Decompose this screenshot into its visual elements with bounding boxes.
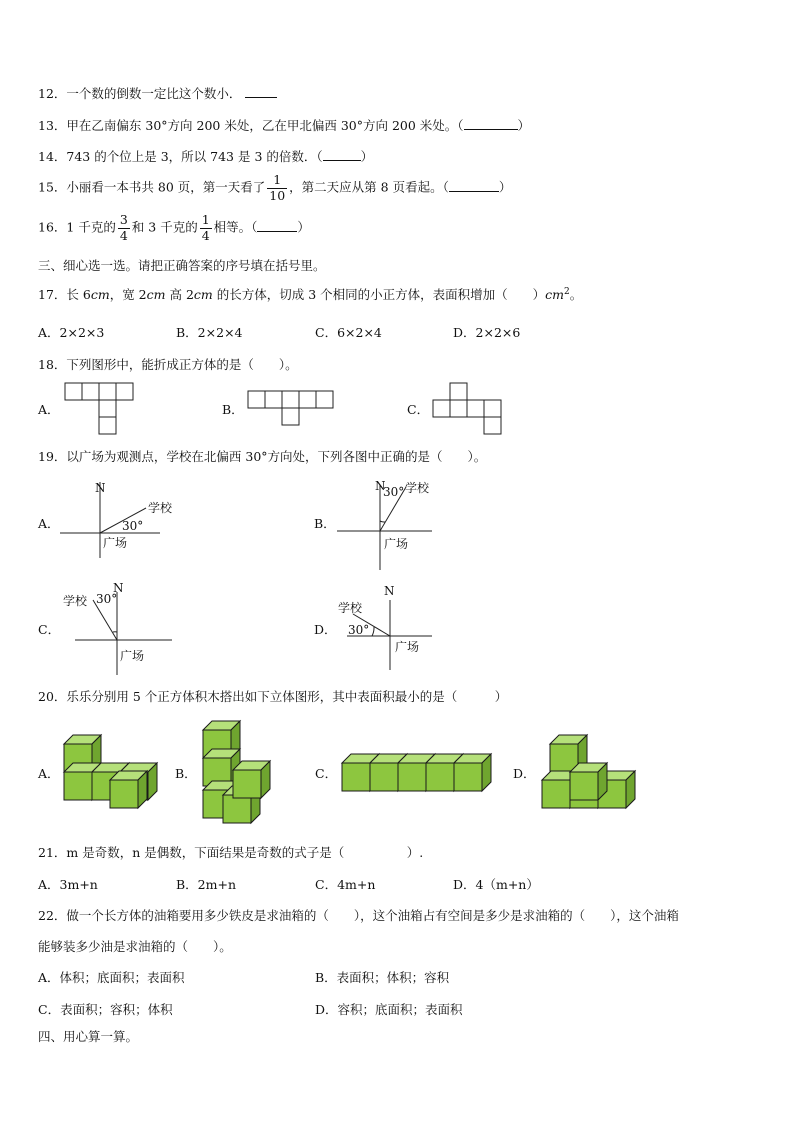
question-text: 小丽看一本书共 80 页，第一天看了 xyxy=(66,179,266,195)
cube-front-face xyxy=(542,780,570,808)
question-number: 17． xyxy=(38,287,67,302)
question-21 xyxy=(38,843,423,861)
question-text-mid: 和 3 千克的 xyxy=(131,219,198,235)
option-a-label[interactable]: A． xyxy=(38,516,60,531)
north-label: N xyxy=(113,581,124,595)
option-a-label[interactable]: A． xyxy=(38,766,60,781)
question-22 xyxy=(38,906,679,924)
question-text: 乐乐分别用 5 个正方体积木搭出如下立体图形，其中表面积最小的是（ ） xyxy=(66,689,508,704)
option-c[interactable]: C．4m+n xyxy=(315,877,376,892)
question-text-cont: 的长方体，切成 3 个相同的小正方体，表面积增加（ ） xyxy=(212,287,546,302)
fraction-numerator: 1 xyxy=(201,212,210,227)
fraction-denominator: 4 xyxy=(201,227,210,243)
option-c-label[interactable]: C． xyxy=(315,766,338,781)
question-text: 743 的个位上是 3，所以 743 是 3 的倍数．（ xyxy=(66,149,323,164)
superscript: 2 xyxy=(564,286,570,297)
cube-front-face xyxy=(398,763,426,791)
option-a[interactable]: A．3m+n xyxy=(38,877,98,892)
question-number: 15． xyxy=(38,179,67,195)
fraction-denominator: 4 xyxy=(119,227,128,243)
option-b-label[interactable]: B． xyxy=(314,516,336,531)
angle-label: 30° xyxy=(96,592,118,606)
square-label: 广场 xyxy=(384,537,409,551)
fraction-numerator: 1 xyxy=(267,174,287,189)
option-d-label[interactable]: D． xyxy=(513,766,536,781)
option-b[interactable]: B．2m+n xyxy=(176,877,237,892)
close-paren: ） xyxy=(517,118,531,133)
option-a[interactable]: A．2×2×3 xyxy=(38,325,105,340)
question-text: 1 千克的 xyxy=(66,219,116,235)
question-22-line-2: 能够装多少油是求油箱的（ ）。 xyxy=(38,939,232,954)
angle-label: 30° xyxy=(348,623,370,637)
section-heading-4: 四、用心算一算。 xyxy=(38,1029,139,1044)
question-number: 22． xyxy=(38,908,67,923)
section-heading-3: 三、细心选一选。请把正确答案的序号填在括号里。 xyxy=(38,258,326,273)
square-label: 广场 xyxy=(120,649,145,663)
question-number: 16． xyxy=(38,219,67,235)
cube-front-face xyxy=(110,780,138,808)
north-label: N xyxy=(384,584,395,598)
option-a[interactable]: A．体积；底面积；表面积 xyxy=(38,970,185,985)
angle-label: 30° xyxy=(383,485,405,499)
option-c[interactable]: C．6×2×4 xyxy=(315,325,382,340)
cube-front-face xyxy=(64,772,92,800)
question-text-cont: ，第二天应从第 8 页看起。（ xyxy=(289,179,449,195)
option-d[interactable]: D．容积；底面积；表面积 xyxy=(315,1002,463,1017)
question-number: 12． xyxy=(38,86,67,101)
cube-front-face xyxy=(370,763,398,791)
question-number: 19． xyxy=(38,449,67,464)
question-text: m 是奇数，n 是偶数，下面结果是奇数的式子是（ ）. xyxy=(66,845,424,860)
fraction-numerator: 3 xyxy=(119,212,128,227)
question-number: 21． xyxy=(38,845,67,860)
option-d[interactable]: D．4（m+n） xyxy=(453,877,539,892)
square-label: 广场 xyxy=(395,640,420,654)
school-label: 学校 xyxy=(338,601,363,615)
option-b-label[interactable]: B． xyxy=(222,402,244,417)
question-text: 做一个长方体的油箱要用多少铁皮是求油箱的（ ），这个油箱占有空间是多少是求油箱的（ ），这个油箱 xyxy=(66,908,679,923)
unit: cm xyxy=(90,287,110,302)
question-text: 以广场为观测点，学校在北偏西 30°方向处，下列各图中正确的是（ ）。 xyxy=(66,449,487,464)
close-paren: ） xyxy=(297,219,310,235)
question-number: 18． xyxy=(38,357,67,372)
question-text: 下列图形中，能折成正方体的是（ ）。 xyxy=(66,357,298,372)
question-text: 一个数的倒数一定比这个数小． xyxy=(66,86,242,101)
question-number: 20． xyxy=(38,689,67,704)
north-label: N xyxy=(95,481,106,495)
north-label: N xyxy=(375,479,386,493)
cube-front-face xyxy=(233,770,261,798)
option-b[interactable]: B．表面积；体积；容积 xyxy=(315,970,450,985)
school-label: 学校 xyxy=(63,594,88,608)
school-label: 学校 xyxy=(148,501,173,515)
question-text: 长 6 xyxy=(66,287,91,302)
question-text: 甲在乙南偏东 30°方向 200 米处，乙在甲北偏西 30°方向 200 米处。（ xyxy=(66,118,464,133)
close-paren: ） xyxy=(498,179,512,195)
option-c[interactable]: C．表面积；容积；体积 xyxy=(38,1002,173,1017)
question-text-cont: 相等。（ xyxy=(213,219,258,235)
question-number: 14． xyxy=(38,149,67,164)
cube-front-face xyxy=(454,763,482,791)
option-c-label[interactable]: C． xyxy=(407,402,430,417)
option-b[interactable]: B．2×2×4 xyxy=(176,325,243,340)
option-a-label[interactable]: A． xyxy=(38,402,60,417)
option-d[interactable]: D．2×2×6 xyxy=(453,325,521,340)
school-label: 学校 xyxy=(405,481,430,495)
option-c-label[interactable]: C． xyxy=(38,622,61,637)
question-text-cont: 高 2 xyxy=(165,287,194,302)
unit: cm xyxy=(146,287,166,302)
question-text-cont: ，宽 2 xyxy=(109,287,147,302)
cube-front-face xyxy=(426,763,454,791)
unit: cm xyxy=(193,287,213,302)
angle-label: 30° xyxy=(122,519,144,533)
option-b-label[interactable]: B． xyxy=(175,766,197,781)
option-d-label[interactable]: D． xyxy=(314,622,337,637)
cube-front-face xyxy=(570,772,598,800)
fraction-denominator: 10 xyxy=(269,187,286,203)
square-label: 广场 xyxy=(103,536,128,550)
cube-front-face xyxy=(223,795,251,823)
question-text-end: 。 xyxy=(569,287,583,302)
unit: cm xyxy=(545,287,564,302)
question-number: 13． xyxy=(38,118,67,133)
close-paren: ） xyxy=(360,149,374,164)
cube-front-face xyxy=(342,763,370,791)
